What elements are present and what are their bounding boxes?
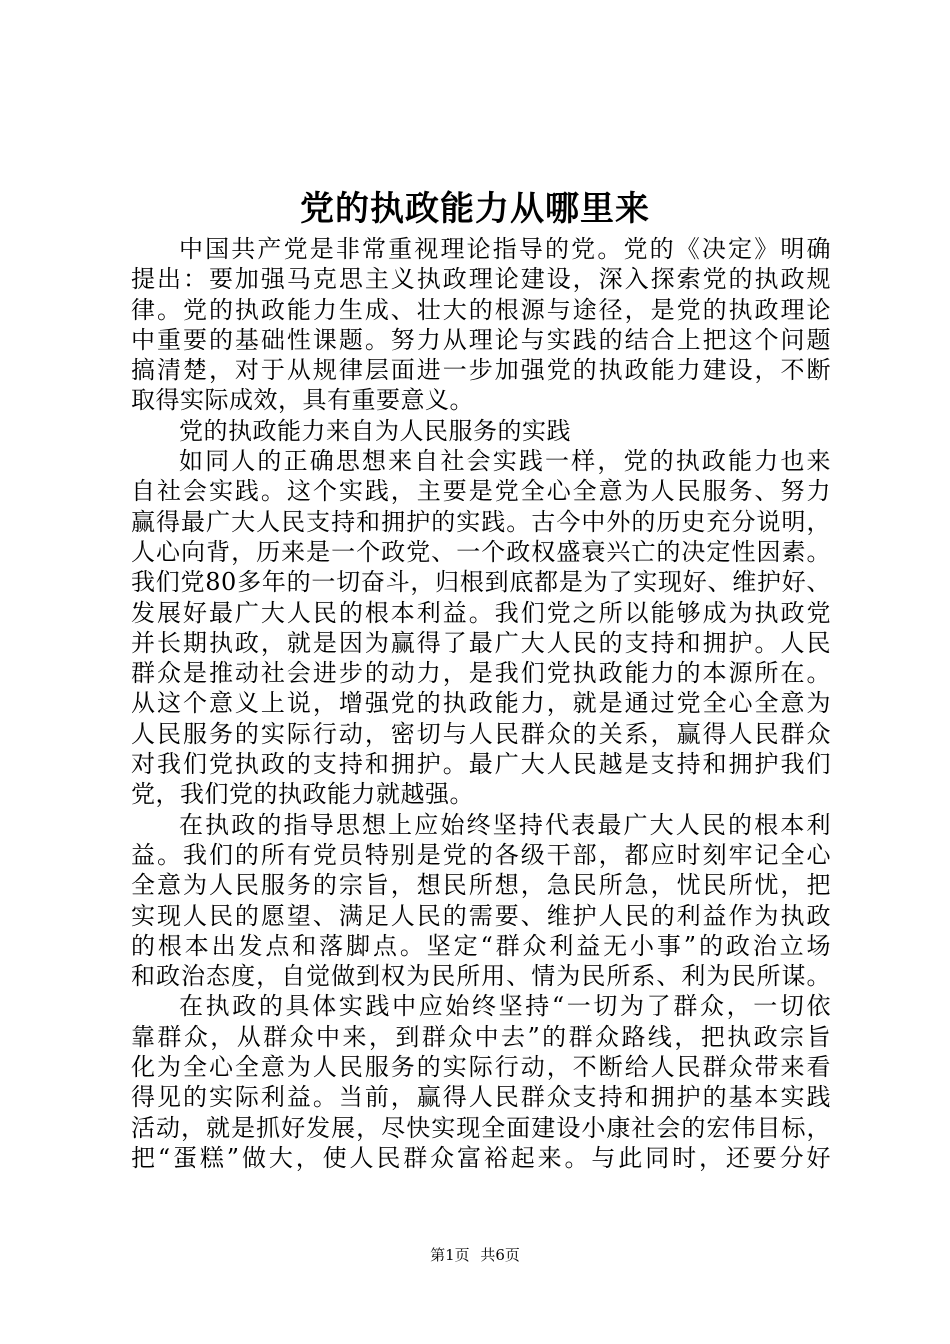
text-line: 赢得最广大人民支持和拥护的实践。古今中外的历史充分说明， [131, 507, 831, 536]
text-line: 和政治态度，自觉做到权为民所用、情为民所系、利为民所谋。 [131, 962, 831, 991]
text-line: 群众是推动社会进步的动力，是我们党执政能力的本源所在。 [131, 659, 831, 688]
text-line: 靠群众，从群众中来，到群众中去”的群众路线，把执政宗旨 [131, 1022, 831, 1051]
text-line: 自社会实践。这个实践，主要是党全心全意为人民服务、努力 [131, 477, 831, 506]
text-line: 在执政的具体实践中应始终坚持“一切为了群众，一切依 [179, 992, 831, 1021]
text-line: 实现人民的愿望、满足人民的需要、维护人民的利益作为执政 [131, 901, 831, 930]
text-line: 化为全心全意为人民服务的实际行动，不断给人民群众带来看 [131, 1053, 831, 1082]
text-line: 并长期执政，就是因为赢得了最广大人民的支持和拥护。人民 [131, 628, 831, 657]
text-line: 中重要的基础性课题。努力从理论与实践的结合上把这个问题 [131, 325, 831, 354]
page-footer [0, 1245, 950, 1265]
document-body [131, 234, 831, 1173]
text-line: 得见的实际利益。当前，赢得人民群众支持和拥护的基本实践 [131, 1083, 831, 1112]
text-line: 对我们党执政的支持和拥护。最广大人民越是支持和拥护我们 [131, 750, 831, 779]
page-total: 共6页 [480, 1246, 520, 1264]
text-line: 活动，就是抓好发展，尽快实现全面建设小康社会的宏伟目标， [131, 1113, 831, 1142]
text-line: 人民服务的实际行动，密切与人民群众的关系，赢得人民群众 [131, 719, 831, 748]
text-line: 的根本出发点和落脚点。坚定“群众利益无小事”的政治立场 [131, 931, 831, 960]
text-line: 提出：要加强马克思主义执政理论建设，深入探索党的执政规 [131, 265, 831, 294]
text-line: 如同人的正确思想来自社会实践一样，党的执政能力也来 [179, 447, 831, 476]
text-line: 把“蛋糕”做大，使人民群众富裕起来。与此同时，还要分好 [131, 1143, 831, 1172]
text-line: 中国共产党是非常重视理论指导的党。党的《决定》明确 [179, 235, 831, 263]
text-line: 我们党80多年的一切奋斗，归根到底都是为了实现好、维护好、 [131, 568, 831, 597]
text-line: 党，我们党的执政能力就越强。 [131, 780, 474, 809]
text-line: 益。我们的所有党员特别是党的各级干部，都应时刻牢记全心 [131, 840, 831, 869]
text-line: 全意为人民服务的宗旨，想民所想，急民所急，忧民所忧，把 [131, 871, 831, 900]
page-title: 党的执政能力从哪里来 [300, 189, 650, 229]
page-number: 第1页 [430, 1246, 470, 1264]
text-line: 发展好最广大人民的根本利益。我们党之所以能够成为执政党 [131, 598, 831, 627]
text-line: 律。党的执政能力生成、壮大的根源与途径，是党的执政理论 [131, 295, 831, 324]
text-line: 党的执政能力来自为人民服务的实践 [179, 416, 571, 445]
text-line: 在执政的指导思想上应始终坚持代表最广大人民的根本利 [179, 810, 831, 839]
text-line: 从这个意义上说，增强党的执政能力，就是通过党全心全意为 [131, 689, 831, 718]
text-line: 人心向背，历来是一个政党、一个政权盛衰兴亡的决定性因素。 [131, 537, 831, 566]
text-line: 搞清楚，对于从规律层面进一步加强党的执政能力建设，不断 [131, 356, 831, 385]
text-line: 取得实际成效，具有重要意义。 [131, 386, 474, 415]
